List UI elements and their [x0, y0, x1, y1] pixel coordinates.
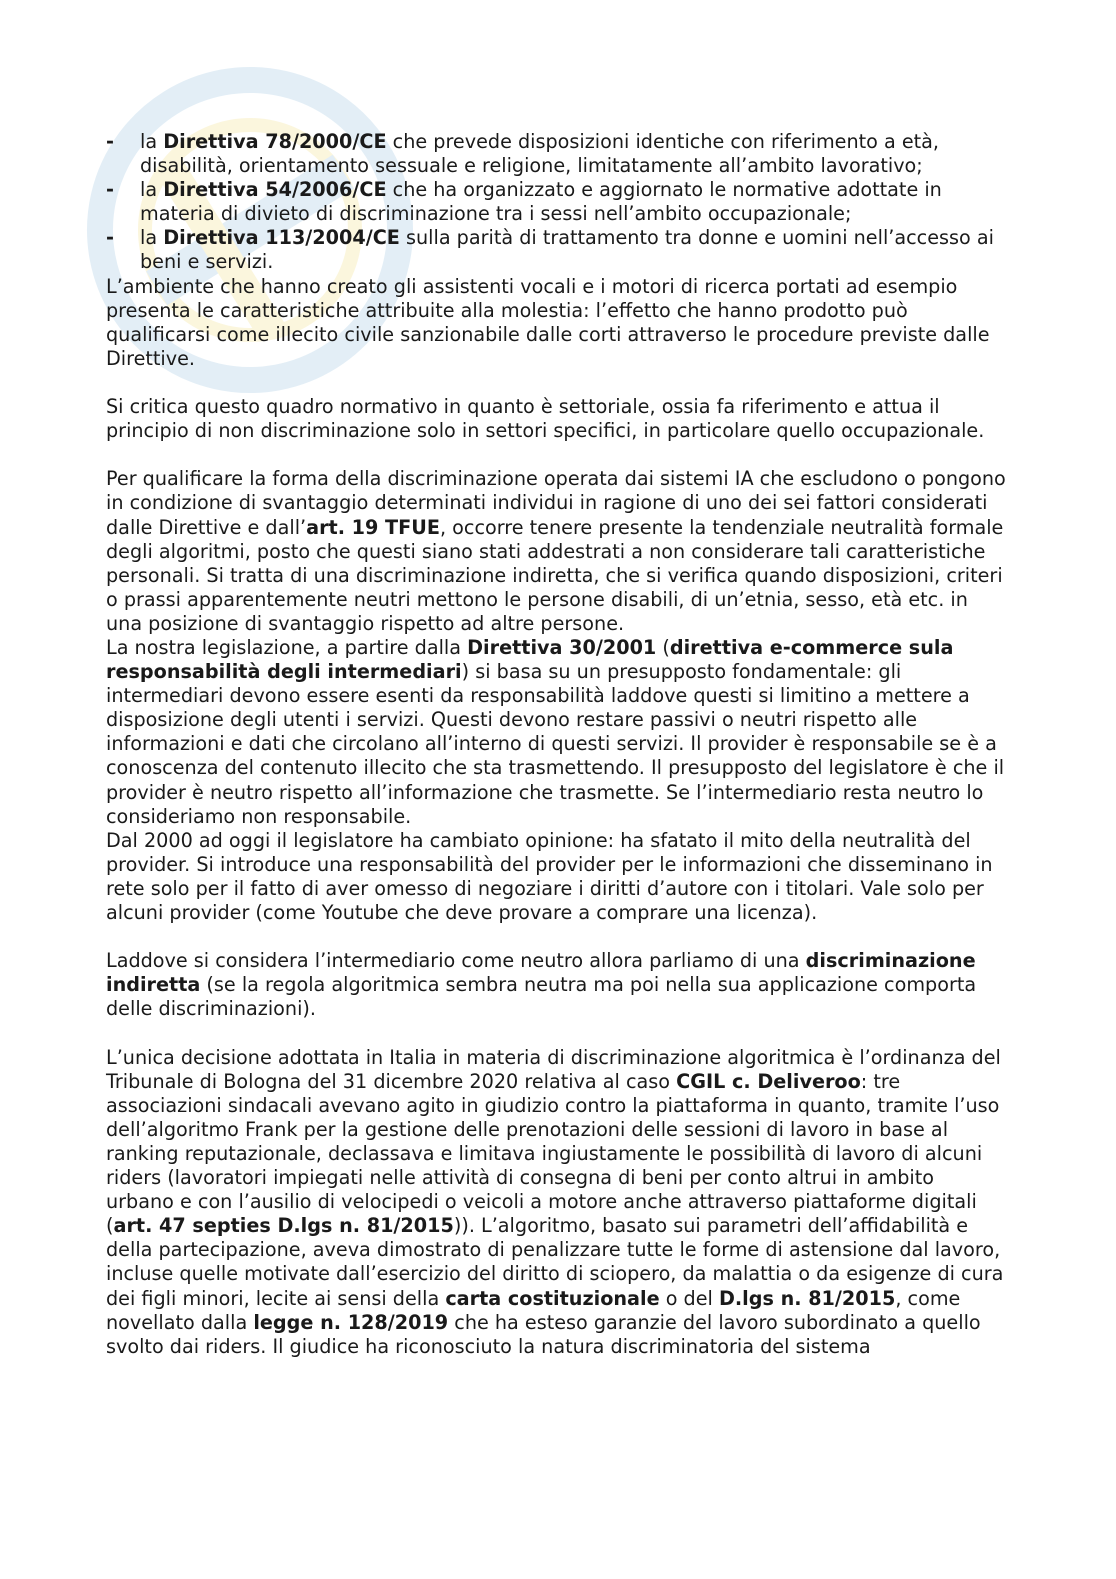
- list-item: - la Direttiva 78/2000/CE che prevede disposizioni identiche con riferimento a età, disabilità, orientamento sessuale e religione, limitatamente all’ambito lavorativo;: [106, 130, 1006, 178]
- list-item: - la Direttiva 113/2004/CE sulla parità di trattamento tra donne e uomini nell’accesso ai beni e servizi.: [106, 226, 1006, 274]
- paragraph-ambiente: L’ambiente che hanno creato gli assistenti vocali e i motori di ricerca portati ad esempio presenta le caratteristiche attribuite alla molestia: l’effetto che hanno prodotto può qualificarsi come illecito civile sanzionabile dalle corti attraverso le procedure previste dalle Direttive.: [106, 274, 990, 370]
- paragraph-unica: L’unica decisione adottata in Italia in materia di discriminazione algoritmica è l’ordinanza del Tribunale di Bologna del 31 dicembre 2020 relativa al caso CGIL c. Deliveroo: tre associazioni sindacali avevano agito in giudizio contro la piattaforma in quanto, tramite l’uso dell’algoritmo Frank per la gestione delle prenotazioni delle sessioni di lavoro in base al ranking reputazionale, declassava e limitava ingiustamente le possibilità di lavoro di alcuni riders (lavoratori impiegati nelle attività di consegna di beni per conto altrui in ambito urbano e con l’ausilio di velocipedi o veicoli a motore anche attraverso piattaforme digitali (art. 47 septies D.lgs n. 81/2015)). L’algoritmo, basato sui parametri dell’affidabilità e della partecipazione, aveva dimostrato di penalizzare tutte le forme di astensione dal lavoro, incluse quelle motivate dall’esercizio del diritto di sciopero, da malattia o da esigenze di cura dei figli minori, lecite ai sensi della carta costituzionale o del D.lgs n. 81/2015, come novellato dalla legge n. 128/2019 che ha esteso garanzie del lavoro subordinato a quello svolto dai riders. Il giudice ha riconosciuto la natura discriminatoria del sistema: [106, 1045, 1004, 1358]
- paragraph-legislazione: La nostra legislazione, a partire dalla Direttiva 30/2001 (direttiva e-commerce sula responsabilità degli intermediari) si basa su un presupposto fondamentale: gli intermediari devono essere esenti da responsabilità laddove questi si limitino a mettere a disposizione degli utenti i servizi. Questi devono restare passivi o neutri rispetto alle informazioni e dati che circolano all’interno di questi servizi. Il provider è responsabile se è a conoscenza del contenuto illecito che sta trasmettendo. Il presupposto del legislatore è che il provider è neutro rispetto all’informazione che trasmette. Se l’intermediario resta neutro lo consideriamo non responsabile.: [106, 635, 1005, 828]
- document-page: [106, 130, 1006, 1359]
- paragraph-laddove: Laddove si considera l’intermediario come neutro allora parliamo di una discriminazione indiretta (se la regola algoritmica sembra neutra ma poi nella sua applicazione comporta delle discriminazioni).: [106, 949, 977, 1021]
- paragraph-dal2000: Dal 2000 ad oggi il legislatore ha cambiato opinione: ha sfatato il mito della neutralità del provider. Si introduce una responsabilità del provider per le informazioni che disseminano in rete solo per il fatto di aver omesso di negoziare i diritti d’autore con i titolari. Vale solo per alcuni provider (come Youtube che deve provare a comprare una licenza).: [106, 828, 993, 924]
- paragraph-critica: Si critica questo quadro normativo in quanto è settoriale, ossia fa riferimento e attua il principio di non discriminazione solo in settori specifici, in particolare quello occupazionale.: [106, 395, 985, 443]
- list-item: - la Direttiva 54/2006/CE che ha organizzato e aggiornato le normative adottate in materia di divieto di discriminazione tra i sessi nell’ambito occupazionale;: [106, 178, 1006, 226]
- paragraph-qualificare: Per qualificare la forma della discriminazione operata dai sistemi IA che escludono o pongono in condizione di svantaggio determinati individui in ragione di uno dei sei fattori considerati dalle Direttive e dall’art. 19 TFUE, occorre tenere presente la tendenziale neutralità formale degli algoritmi, posto che questi siano stati addestrati a non considerare tali caratteristiche personali. Si tratta di una discriminazione indiretta, che si verifica quando disposizioni, criteri o prassi apparentemente neutri mettono le persone disabili, di un’etnia, sesso, età etc. in una posizione di svantaggio rispetto ad altre persone.: [106, 467, 1006, 635]
- directives-list: [106, 130, 1006, 275]
